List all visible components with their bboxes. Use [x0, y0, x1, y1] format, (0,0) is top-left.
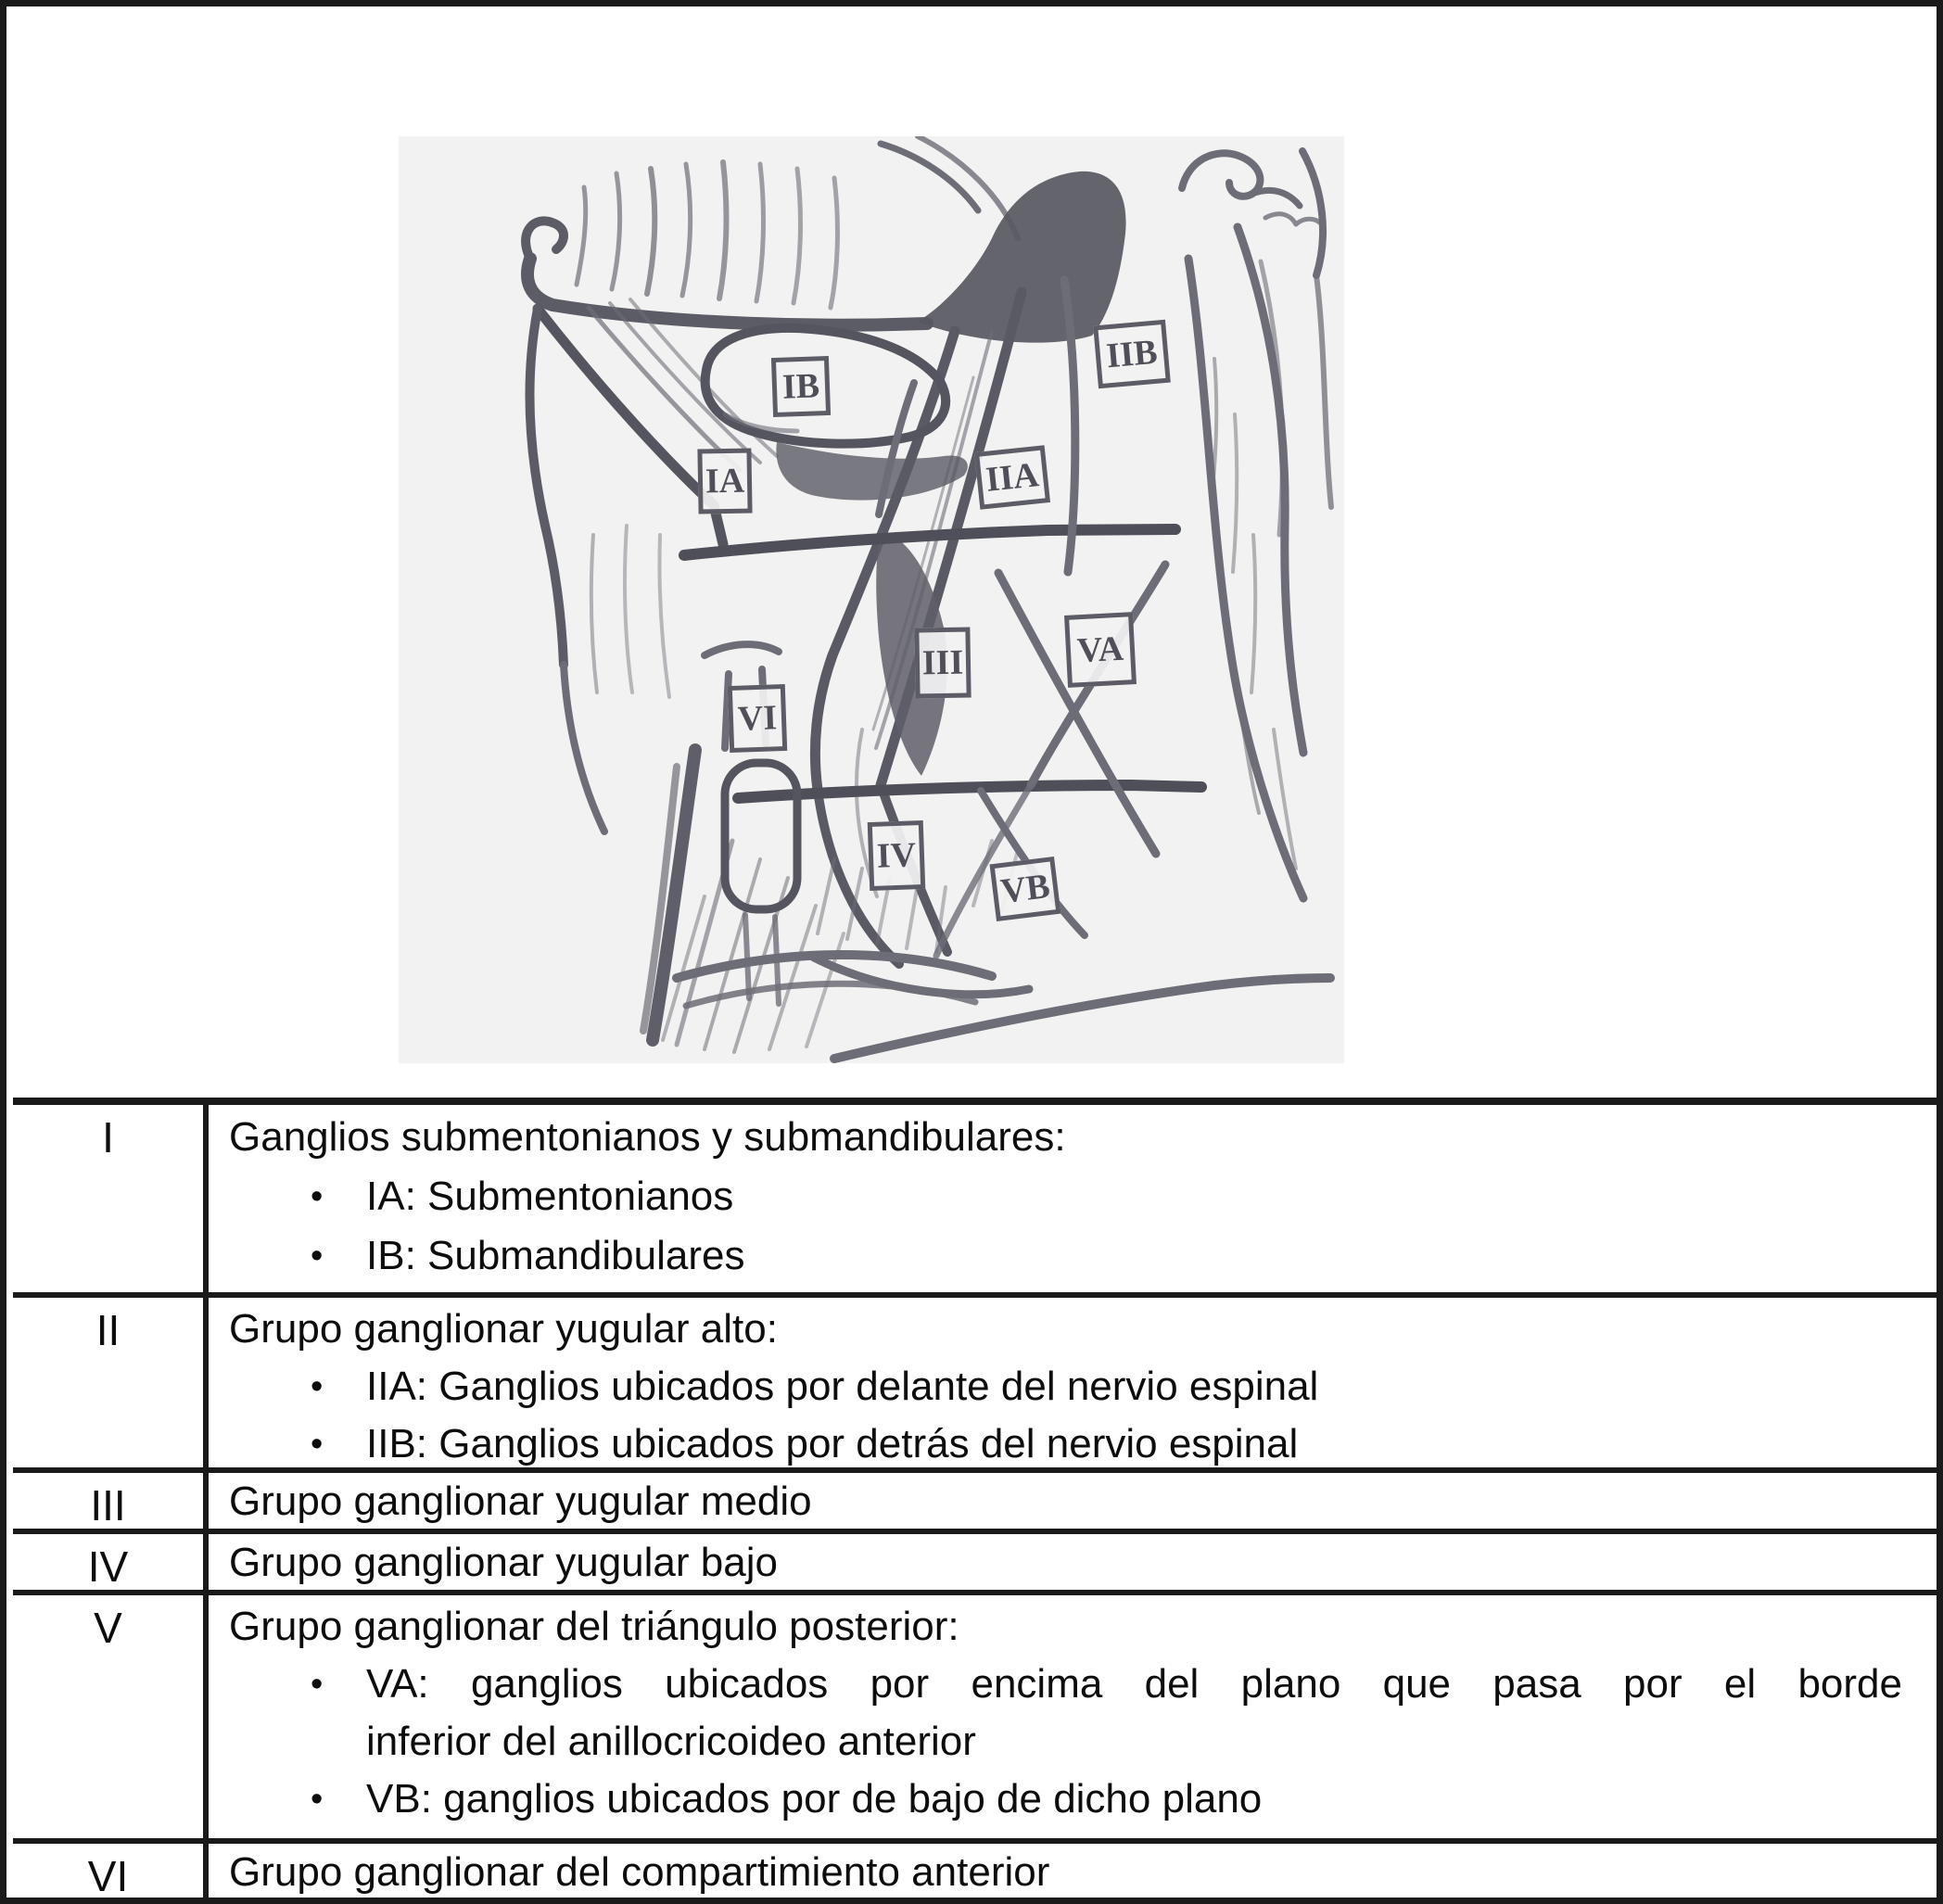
levels-table: [13, 1098, 1943, 1904]
figure-label-iv: IV: [868, 820, 926, 891]
bullet-item: [229, 1656, 1902, 1771]
bullet-text: [366, 1656, 1902, 1771]
table-row-level-ii: [13, 1292, 1943, 1467]
table-row-level-i: [13, 1105, 1943, 1292]
table-row-level-vi: [13, 1838, 1943, 1904]
bullet-text: IB: Submandibulares: [366, 1233, 745, 1278]
description-cell: [209, 1298, 1943, 1467]
bullet-text: IIB: Ganglios ubicados por detrás del nervio espinal: [366, 1421, 1299, 1466]
bullet-item: [229, 1415, 1902, 1473]
bullet-text-line: VA: ganglios ubicados por encima del plano que pasa por el borde: [366, 1661, 1902, 1707]
level-cell: IV: [13, 1534, 209, 1590]
table-row-level-iii: [13, 1467, 1943, 1529]
level-title: Ganglios submentonianos y submandibulares:: [229, 1114, 1066, 1160]
description-cell: [209, 1473, 1943, 1529]
level-title: Grupo ganglionar yugular bajo: [229, 1540, 778, 1585]
description-cell: [209, 1595, 1943, 1838]
level-cell: V: [13, 1595, 209, 1838]
neck-sketch: [399, 136, 1344, 1063]
figure-label-vi: VI: [728, 684, 787, 753]
level-title: Grupo ganglionar del triángulo posterior:: [229, 1604, 959, 1649]
neck-levels-diagram: [399, 136, 1344, 1063]
level-title: Grupo ganglionar del compartimiento anterior: [229, 1849, 1050, 1895]
bullet-icon: •: [311, 1665, 324, 1704]
bullet-text: VB: ganglios ubicados por de bajo de dicho plano: [366, 1776, 1263, 1821]
bullet-item: [229, 1226, 1902, 1286]
figure-label-vb: VB: [989, 857, 1060, 921]
figure-label-iib: IIB: [1093, 320, 1171, 389]
bullet-text-line: inferior del anillocricoideo anterior: [366, 1719, 976, 1764]
level-cell: III: [13, 1473, 209, 1529]
level-cell: VI: [13, 1844, 209, 1904]
figure-label-iii: III: [914, 627, 971, 698]
level-cell: I: [13, 1105, 209, 1292]
figure-label-iia: IIA: [974, 445, 1050, 510]
level-cell: II: [13, 1298, 209, 1467]
bullet-text: IA: Submentonianos: [366, 1174, 734, 1219]
figure-label-ia: IA: [697, 448, 752, 514]
bullet-icon: •: [311, 1237, 324, 1276]
bullet-item: [229, 1167, 1902, 1226]
table-row-level-v: [13, 1590, 1943, 1838]
figure-label-va: VA: [1064, 612, 1137, 688]
figure-label-ib: IB: [771, 356, 831, 417]
bullet-item: [229, 1771, 1902, 1828]
bullet-icon: •: [311, 1425, 324, 1464]
level-title: Grupo ganglionar yugular alto:: [229, 1306, 778, 1352]
bullet-icon: •: [311, 1367, 324, 1406]
description-cell: [209, 1844, 1943, 1904]
table-row-level-iv: [13, 1529, 1943, 1590]
bullet-icon: •: [311, 1177, 324, 1216]
bullet-item: [229, 1358, 1902, 1415]
description-cell: [209, 1105, 1943, 1292]
level-title: Grupo ganglionar yugular medio: [229, 1479, 812, 1524]
bullet-icon: •: [311, 1780, 324, 1819]
bullet-text: IIA: Ganglios ubicados por delante del nervio espinal: [366, 1364, 1319, 1409]
description-cell: [209, 1534, 1943, 1590]
